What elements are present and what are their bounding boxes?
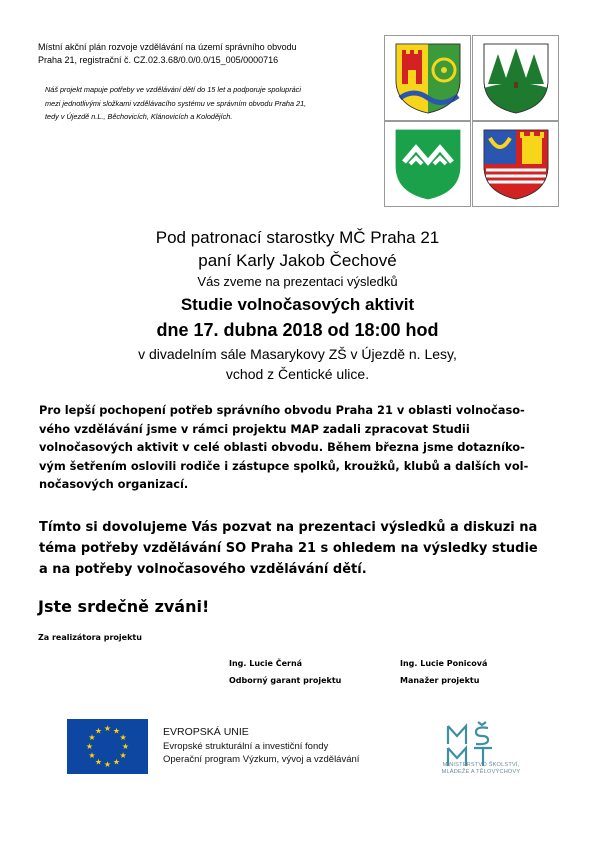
person-name: Ing. Lucie Černá [229, 659, 303, 668]
eu-star-icon: ★ [103, 724, 112, 733]
eu-star-icon: ★ [119, 751, 127, 760]
eu-star-icon: ★ [88, 751, 96, 760]
eu-star-icon: ★ [85, 742, 94, 751]
welcome-heading: Jste srdečně zváni! [38, 597, 210, 616]
eu-star-icon: ★ [112, 726, 121, 736]
eu-star-icon: ★ [88, 733, 96, 742]
bechovice-crest-icon [476, 126, 556, 202]
eu-star-icon: ★ [94, 726, 103, 736]
intro-paragraph [39, 401, 547, 494]
eu-star-icon: ★ [121, 742, 130, 751]
paragraph-line: Pro lepší pochopení potřeb správního obvodu Praha 21 v oblasti volnočaso- [39, 403, 525, 417]
eu-flag-icon [67, 719, 148, 774]
venue-line-2: vchod z Čentické ulice. [225, 366, 370, 382]
eu-star-icon: ★ [94, 757, 103, 767]
eu-star-icon: ★ [119, 733, 127, 742]
ujezd-crest-icon [388, 40, 468, 116]
study-title: Studie volnočasových aktivit [180, 295, 415, 314]
paragraph-line: a na potřeby volnočasového vzdělávání dětí. [39, 562, 367, 577]
note-line-2: mezi jednotlivými složkami vzdělávacího systému ve správním obvodu Praha 21, [45, 98, 307, 108]
person-role: Odborný garant projektu [229, 676, 342, 685]
eu-star-icon: ★ [112, 757, 121, 767]
eu-star-icon: ★ [103, 760, 112, 769]
kolodeje-crest-icon [388, 126, 468, 202]
person-name: Ing. Lucie Ponicová [400, 659, 488, 668]
person-role: Manažer projektu [400, 676, 480, 685]
venue-line-1: v divadelním sále Masarykovy ZŠ v Újezdě n. Lesy, [138, 346, 457, 362]
paragraph-line: volnočasových aktivit v celé oblasti obvodu. Během března jsme dotazníko- [39, 440, 525, 454]
paragraph-line: téma potřeby vzdělávání SO Praha 21 s ohledem na výsledky studie [39, 541, 538, 556]
patron-line-1: Pod patronací starostky MČ Praha 21 [155, 228, 440, 247]
invitation-paragraph [39, 517, 547, 580]
invite-line: Vás zveme na prezentaci výsledků [197, 274, 398, 289]
event-date: dne 17. dubna 2018 od 18:00 hod [156, 320, 439, 340]
msmt-line-1: MINISTERSTVO ŠKOLSTVÍ, [442, 762, 520, 768]
project-header [38, 41, 378, 67]
program-line-1: Místní akční plán rozvoje vzdělávání na území správního obvodu [38, 42, 297, 52]
paragraph-line: nočasových organizací. [39, 477, 189, 491]
eu-funding-text [163, 726, 359, 767]
patron-line-2: paní Karly Jakob Čechové [198, 251, 397, 270]
paragraph-line: vým šetřením oslovili rodiče i zástupce spolků, kroužků, klubů a dalších vol- [39, 458, 529, 473]
klanovice-crest-icon [476, 40, 556, 116]
paragraph-line: Tímto si dovolujeme Vás pozvat na prezentaci výsledků a diskuzi na [39, 520, 538, 535]
program-line-2: Praha 21, registrační č. CZ.02.3.68/0.0/0.0/15_005/0000716 [38, 55, 279, 65]
msmt-line-2: MLÁDEŽE A TĚLOVÝCHOVY [441, 769, 521, 775]
paragraph-line: vého vzdělávání jsme v rámci projektu MAP zadali zpracovat Studii [39, 421, 470, 436]
realizer-label: Za realizátora projektu [38, 633, 142, 642]
signature-garant [229, 655, 341, 689]
project-note [45, 83, 380, 124]
eu-line-3: Operační program Výzkum, vývoj a vzdělávání [163, 754, 360, 765]
eu-line-2: Evropské strukturální a investiční fondy [163, 740, 329, 752]
msmt-caption [417, 762, 545, 776]
signature-manager [400, 655, 487, 689]
eu-line-1: EVROPSKÁ UNIE [163, 726, 249, 738]
note-line-1: Náš projekt mapuje potřeby ve vzdělávání dětí do 15 let a podporuje spolupráci [45, 85, 301, 94]
note-line-3: tedy v Újezdě n.L., Běchovicích, Klánovicích a Kolodějích. [45, 112, 233, 121]
